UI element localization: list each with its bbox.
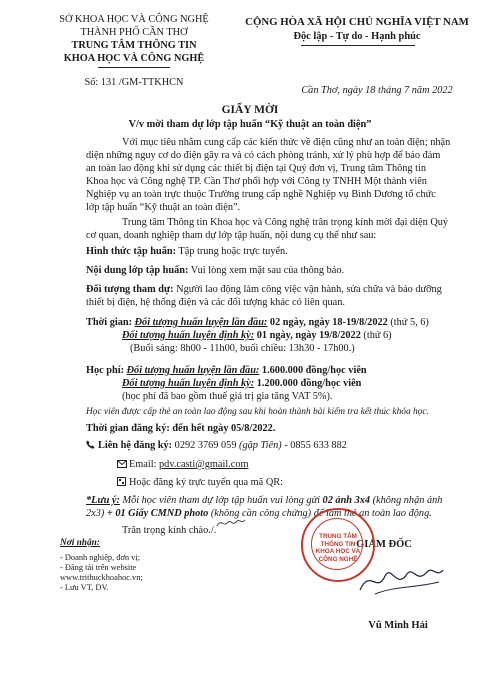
intro-line: Với mục tiêu nhằm cung cấp các kiến thức về điện cũng như an toàn điện; nhận	[122, 137, 451, 148]
attention-note	[86, 494, 496, 520]
training-form	[86, 245, 486, 258]
target-value: Người lao động làm công việc vận hành, sửa chữa và bảo dưỡng	[173, 284, 442, 295]
attention-line1: Mỗi học viên tham dự lớp tập huấn vui lòng gửi	[119, 495, 323, 506]
contact-qr	[117, 476, 477, 489]
tuition-label: Học phí:	[86, 365, 125, 376]
attention-line2: 2x3)	[86, 508, 105, 519]
recipient-item: - Lưu VT, DV.	[60, 582, 109, 592]
signer-name: Vũ Minh Hải	[368, 620, 428, 631]
signer-position: GIÁM ĐỐC	[356, 539, 412, 550]
schedule-hours: (Buổi sáng: 8h00 - 11h00, buổi chiều: 13h30 - 17h00.)	[130, 343, 355, 354]
phone-icon	[86, 440, 95, 449]
invite-line: cơ quan, doanh nghiệp tham dự lớp tập huấn, nội dung cụ thể như sau:	[86, 230, 377, 241]
invite-paragraph	[86, 216, 486, 242]
tuition-periodic-value: 1.200.000 đồng/học viên	[254, 378, 362, 389]
qr-icon	[117, 477, 126, 486]
training-content	[86, 264, 486, 277]
attention-photos: 02 ảnh 3x4	[322, 495, 371, 506]
agency-line2: THÀNH PHỐ CẦN THƠ	[80, 27, 188, 38]
email-address[interactable]: pdv.casti@gmail.com	[159, 459, 249, 470]
target-audience	[86, 283, 486, 309]
recipient-item: www.trithuckhoahoc.vn;	[60, 572, 143, 582]
schedule-first-value: 02 ngày, ngày 18-19/8/2022	[267, 317, 388, 328]
initials-scribble	[216, 516, 246, 530]
recipients-label: Nơi nhận:	[60, 538, 100, 548]
schedule-first-note: (thứ 5, 6)	[387, 317, 429, 328]
header-left	[44, 13, 224, 65]
intro-line: lớp tập huấn “Kỹ thuật an toàn điện”.	[86, 202, 241, 213]
target-value-cont: thiết bị điện, hệ thống điện và các đối tượng khác có liên quan.	[86, 297, 345, 308]
tuition	[86, 364, 496, 403]
agency-line1: SỞ KHOA HỌC VÀ CÔNG NGHỆ	[59, 14, 209, 25]
registration-deadline: Thời gian đăng ký: đến hết ngày 05/8/2022.	[86, 423, 276, 434]
contact-mobile: - 0855 633 882	[281, 440, 347, 451]
contact-phone-note: (gặp Tiên)	[236, 440, 282, 451]
invite-line: Trung tâm Thông tin Khoa học và Công nghệ trân trọng kính mời đại diện Quý	[122, 217, 449, 228]
attention-line2c: (không cần công chứng) để làm thẻ an toàn lao động.	[208, 508, 432, 519]
schedule-periodic-label: Đối tượng huấn luyện định kỳ:	[122, 330, 255, 341]
tuition-periodic-label: Đối tượng huấn luyện định kỳ:	[122, 378, 255, 389]
national-motto: Độc lập - Tự do - Hạnh phúc	[293, 31, 421, 42]
intro-line: diện những nguy cơ do điện gây ra và có cách phòng tránh, xử lý phù hợp để bảo đảm	[86, 150, 441, 161]
intro-line: an toàn lao động khi sử dụng các thiết bị điện tại Quý đơn vị, Trung tâm Thông tin	[86, 163, 427, 174]
handwritten-signature	[355, 560, 445, 600]
header-left-underline	[98, 67, 170, 68]
contact-label: Liên hệ đăng ký:	[98, 440, 173, 451]
schedule-label: Thời gian:	[86, 317, 133, 328]
attention-label: *Lưu ý:	[86, 495, 120, 506]
intro-line: Nghiệp vụ an toàn trực thuộc Trường trung cấp nghề Nghiệp vụ Bình Dương tổ chức	[86, 189, 436, 200]
schedule-periodic-note: (thứ 6)	[360, 330, 392, 341]
qr-text: Hoặc đăng ký trực tuyến qua mã QR:	[129, 477, 283, 488]
document-subtitle: V/v mời tham dự lớp tập huấn “Kỹ thuật an toàn điện”	[128, 119, 372, 130]
contact-phone	[86, 439, 496, 452]
issue-date: Cần Thơ, ngày 18 tháng 7 năm 2022	[301, 85, 453, 96]
tuition-first-value: 1.600.000 đồng/học viên	[259, 365, 367, 376]
closing: Trân trọng kính chào./.	[122, 525, 217, 536]
motto-underline	[301, 45, 415, 46]
schedule-first-label: Đối tượng huấn luyện lần đầu:	[134, 317, 268, 328]
doc-number: Số: 131 /GM-TTKHCN	[84, 77, 184, 88]
agency-line3: TRUNG TÂM THÔNG TIN	[71, 40, 197, 51]
schedule	[86, 316, 496, 355]
intro-paragraph	[86, 136, 486, 214]
email-label: Email:	[129, 459, 160, 470]
recipient-item: - Doanh nghiệp, đơn vị;	[60, 552, 141, 562]
training-form-value: Tập trung hoặc trực tuyến.	[176, 246, 288, 257]
tuition-first-label: Đối tượng huấn luyện lần đầu:	[126, 365, 260, 376]
tuition-note: (học phí đã bao gồm thuế giá trị gia tăng VAT 5%).	[122, 391, 333, 402]
contact-email	[117, 458, 477, 471]
target-label: Đối tượng tham dự:	[86, 284, 174, 295]
recipients	[60, 538, 270, 593]
mail-icon	[117, 459, 126, 468]
attention-id: + 01 Giấy CMND photo	[104, 508, 209, 519]
seal-text: TRUNG TÂM THÔNG TIN KHOA HỌC VÀ CÔNG NGHỆ	[315, 533, 361, 563]
training-content-value: Vui lòng xem mặt sau của thông báo.	[188, 265, 345, 276]
contact-phone-number: 0292 3769 059	[172, 440, 237, 451]
national-title: CỘNG HÒA XÃ HỘI CHỦ NGHĨA VIỆT NAM	[245, 16, 469, 28]
schedule-periodic-value: 01 ngày, ngày 19/8/2022	[254, 330, 361, 341]
training-form-label: Hình thức tập huấn:	[86, 246, 177, 257]
attention-line1c: (không nhận ảnh	[370, 495, 443, 506]
training-content-label: Nội dung lớp tập huấn:	[86, 265, 189, 276]
certificate-note: Học viên được cấp thẻ an toàn lao động sau khi hoàn thành bài kiểm tra kết thúc khóa học.	[86, 407, 429, 417]
agency-line4: KHOA HỌC VÀ CÔNG NGHỆ	[63, 53, 205, 64]
intro-line: Khoa học và Công nghệ TP. Cần Thơ phối hợp với Công ty TNHH Một thành viên	[86, 176, 427, 187]
recipient-item: - Đăng tải trên website	[60, 562, 137, 572]
document-title: GIẤY MỜI	[221, 104, 279, 116]
